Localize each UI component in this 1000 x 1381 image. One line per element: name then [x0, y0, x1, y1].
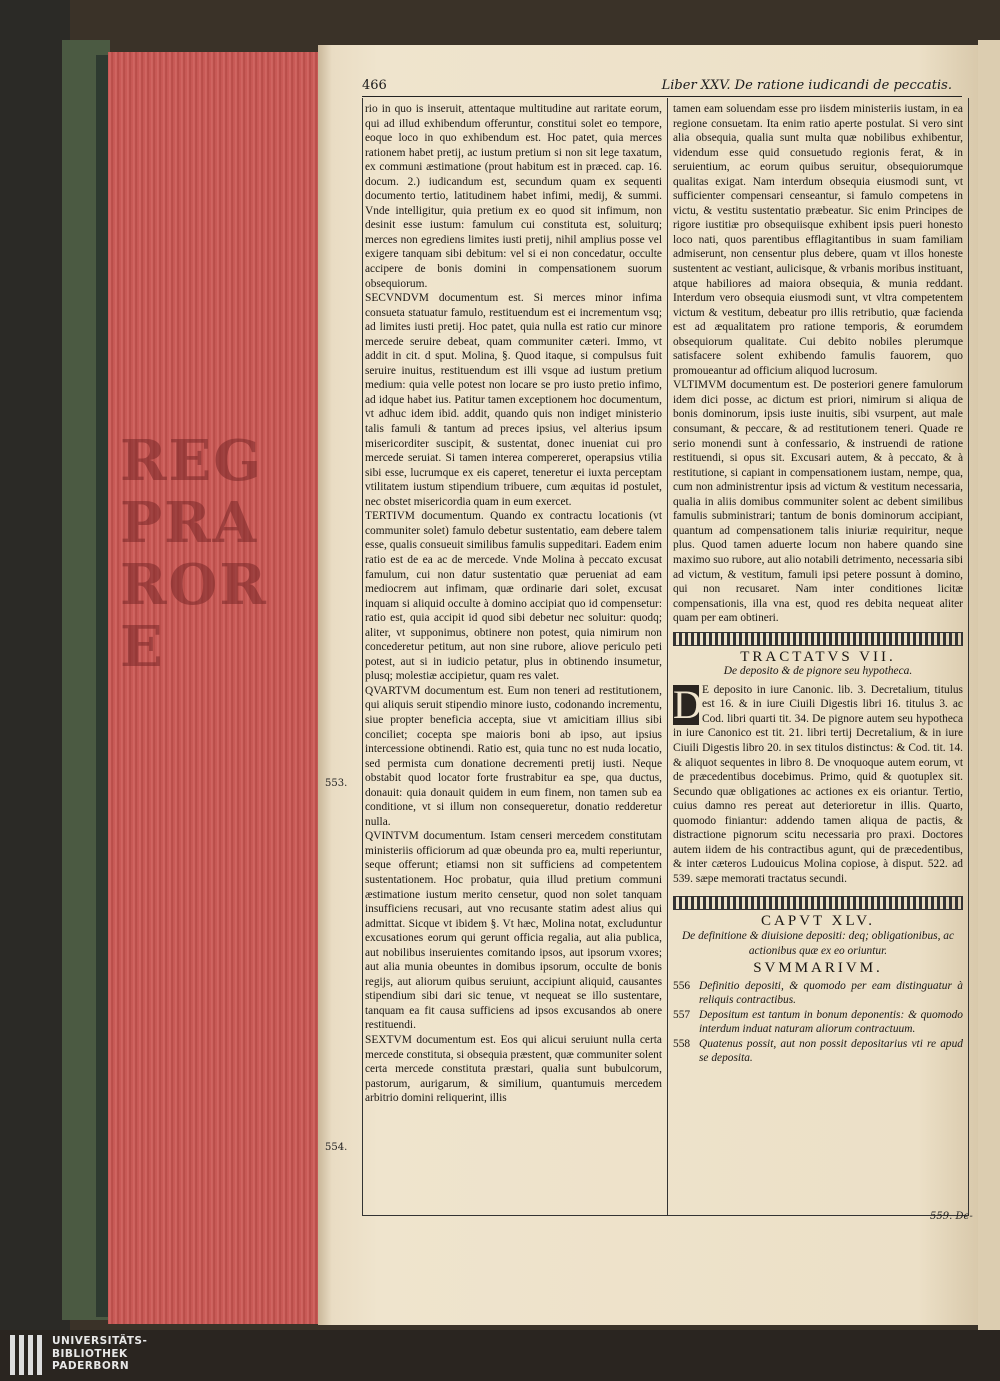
summary-item [673, 1037, 963, 1066]
summary-number: 557 [673, 1008, 691, 1021]
facing-page-edge [978, 40, 1000, 1330]
summary-item [673, 1008, 963, 1037]
logo-line: PADERBORN [52, 1360, 130, 1372]
running-title: Liber XXV. De ratione iudicandi de peccatis. [661, 78, 952, 93]
summary-text: Quatenus possit, aut non possit depositarius vti re apud se deposita. [699, 1037, 963, 1065]
caput-subtitle: De definitione & diuisione depositi: deq; obligationibus, ac actionibus quæ ex eo oriuntur. [681, 929, 955, 957]
paragraph: SEXTVM documentum est. Eos qui alicui seruiunt nulla certa mercede constituta, si obsequia præstent, quæ communiter solent certa mercede constituta præstari, qualia sunt bubulcorum, pastorum, aurigarum, & similium, quantumuis mercedem arbitrio domini reliquerint, illis [365, 1034, 662, 1105]
logo-line: BIBLIOTHEK [52, 1347, 128, 1360]
catchword: 559. De- [930, 1211, 973, 1222]
ornament-rule [673, 632, 963, 646]
page-number: 466 [362, 78, 387, 93]
paragraph: TERTIVM documentum. Quando ex contractu locationis (vt communiter solet) famulo debetur sustentatio, eam debere talem esse, qualis consueuit similibus famulis suppeditari. Eadem enim ratio est de ea ac de mercede. Vnde Molina à peccato excusat famulum, cui non datur sustentatio quæ perueniat ad eam mediocrem aut infimam, quæ ordinarie dari solet, excusat inquam si aliquid occulte à domino accipiat quo id compensetur: ratio est, quia accipit id quod sibi debetur nec soluitur: quodq; aliter, vt supponimus, obtinere non potest, quia nimirum non concederetur petitum, aut non sine rubore, aliove periculo peti potest, aut si in iudicio petatur, plus in obtinendo insumetur, plusq; molestiæ accipietur, quam res valet. [365, 510, 662, 683]
tractatus-intro [673, 683, 963, 887]
logo-line: UNIVERSITÄTS- [52, 1335, 148, 1347]
summary-text: Definitio depositi, & quomodo per eam distinguatur à reliquis contractibus. [699, 979, 963, 1007]
tractatus-subtitle: De deposito & de pignore seu hypotheca. [723, 665, 913, 678]
paragraph: rio in quo is inseruit, attentaque multitudine aut raritate eorum, qui ad illud exhibendum offeruntur, constitui solet eo tempore, eoque loco in quo exhibendum est. Hoc patet, quia merces rationem habet pretij, ac iustum pretium si non sit lege taxatum, ex communi æstimatione (prout habitum est in præced. cap. 16. docum. 2.) iudicandum est, secundum quam ex sequenti documento tertio, latitudinem habet infimi, medij, & summi. Vnde intelligitur, quia pretium ex eo quod sit infimum, non desinit esse iustum: famulum cui constituta est, soluiturq; merces non egrediens limites iusti pretij, nihil amplius posse vel exigere tanquam sibi debitum: vel si ei non concedatur, occulte accipere de bonis domini in compensationem suorum obsequiorum. [365, 103, 662, 290]
drop-cap: D [673, 681, 702, 727]
column-divider [667, 98, 668, 1215]
ornament-rule [673, 896, 963, 910]
tractatus-title: TRACTATVS VII. [740, 648, 896, 665]
library-logo-icon [10, 1335, 44, 1375]
book-cover [0, 0, 70, 1330]
right-column [673, 102, 963, 1066]
summary-number: 558 [673, 1037, 691, 1050]
red-page-edges [108, 52, 318, 1324]
paragraph: VLTIMVM documentum est. De posteriori genere famulorum idem dici posse, ac dictum est priori, nimirum si aliqua de bonis dominorum, ipsis iuste inuitis, sibi vsurpent, aut male consumant, & peccare, & ad restitutionem teneri. Quade re serio monendi sunt à confessario, & instruendi de ratione restituendi, si opus sit. Excusari autem, & à peccato, & à restitutione, si capiant in compensationem iustam, nempe, qua, cum non administrentur ipsis ad victum & vestitum necessaria, qualia in aliis domibus communiter solent ac debent similibus famulis subministrari; tantum de bonis dominorum accipiant, quantum ad compensationem talis iniuriæ requiritur, neque plus. Quod tamen aduerte locum non habere quando sine maximo suo rubore, aut alio notabili detrimento, necessaria sibi ad victum, & vestitum, famuli ipsi petere possunt à domino, qui non recusaret. Nam inter conditiones licitæ compensationis, illa vna est, quod res debita nequeat aliter quam per eam obtineri. [673, 379, 963, 625]
left-column [365, 102, 662, 1106]
summary-text: Depositum est tantum in bonum deponentis: & quomodo interdum induat naturam aliorum contractuum. [699, 1008, 963, 1036]
footer-bar [0, 1330, 1000, 1381]
paragraph: QVARTVM documentum est. Eum non teneri ad restitutionem, qui aliquis seruit stipendio minore iusto, codonando incrementu, siue propter beneficia accepta, siue vt amicitiam illius sibi conciliet; cocepta spe maioris boni ab ipso, aut ipsius intercessione obtinendi. Ratio est, quia tunc no est nuda locatio, sed permista cum donatione decrementi pretij iusti. Neque obstabit quod locator forte frustrabitur ea spe, qua ductus, donauit: quia donauit quidem in eum finem, non tamen sub ea conditione, vt si illum non consequeretur, donatio redderetur nulla. [365, 684, 662, 828]
summary-number: 556 [673, 979, 691, 992]
paragraph: QVINTVM documentum. Istam censeri mercedem constitutam ministeriis officiorum ad quæ obeunda pro ea, multi reperiuntur, seque offerunt; etiamsi non sit sufficiens ad competentem sustentationem. Hoc probatur, quia illud pretium communi æstimatione iustum merito censetur, quod non solet tanquam insufficiens recusari, aut vno recusante statim adest alius qui admittat. Sicque vt ibidem §. Vt hæc, Molina notat, excluduntur excusationes eorum qui gerunt officia regalia, aut alia publica, aut nobilibus inseruientes comitando ipsos, aut ipsorum vxores; aut alia munia obeuntes in domibus ipsorum, occulte de bonis regijs, aut aliorum quibus seruiunt, accipiunt aliquid, causantes stipendium sibi dari sic tenue, vt nequeat se illo sustentare, tanquam ea fit causa sufficiens ad ipsos excusandos ab onere restituendi. [365, 830, 662, 1032]
caput-title: CAPVT XLV. [761, 913, 875, 930]
page-header [362, 78, 962, 97]
margin-number: 554. [325, 1142, 348, 1153]
stamp-line: REG [120, 428, 264, 494]
library-stamp [120, 430, 320, 678]
stamp-line: E [120, 614, 165, 680]
paragraph: SECVNDVM documentum est. Si merces minor infima consueta statuatur famulo, restituendum est ei incrementum vsq; ad limites iusti pretij. Hoc patet, quia nulla est ratio cur minore mercede seruire debeat, quam communiter cæteri. Immo, vt addit in cit. d sput. Molina, §. Quod itaque, si compulsus fuit seruire inuitus, restituendum est illi vsque ad iustum pretium medium: quia velle potest non locare se pro iusto pretio infimo, ad idque habet ius. Patitur tamen exceptionem hoc documentum, vt adhuc idem ibid. addit, quando quis non indiget ministerio talis famuli & tantum ad preces ipsius, vel alterius ipsum misericorditer suscipit, & sustentat, donec inueniat cui pro mercede seruiat. Si tamen interea compereret, operapsius vtilia sibi esse, lucrumque ex eis caperet, teneretur ei iuxta perceptam vtilitatem iustum stipendium tribuere, cum æquitas id postulet, nec obstet misericordia quam in eum exercet. [365, 292, 662, 508]
tractatus-text: E deposito in iure Canonic. lib. 3. Decretalium, titulus est 16. & in iure Ciuili Digestis libri 16. titulus 3. ac Cod. libri quarti tit. 34. De pignore autem seu hypotheca in iure Canonico est tit. 21. libri tertij Decretalium, & in iure Ciuili Digestis libro 20. in sex titulos distinctus: & Cod. tit. 14. & aliquot sequentes in libro 8. De vnoquoque autem eorum, vt de præcedentibus docebimus. Primo, quid & quotuplex sit. Secundo quæ obligationes ac actiones ex eis oriantur. Tertio, cuius damno res pereat aut deterioretur in illis. Quarto, quomodo finiantur: addendo tamen aliqua de pactis, & distractione pignorum scitu necessaria pro praxi. Doctores autem iidem de his contractibus agunt, qui de præcedentibus, & inter cæteros Ludouicus Molina copiose, à disput. 522. ad 539. sæpe memorati tractatus secundi. [673, 683, 963, 885]
summarium-heading: SVMMARIVM. [753, 960, 883, 977]
paragraph: tamen eam soluendam esse pro iisdem ministeriis iustam, in ea regione consuetam. Ita enim ratio aperte postulat. Si vero sint alia obsequia, qualia sunt multa quæ nobilibus exhibentur, videndum esse quid consuetudo regionis ferat, & in seruientium, ac eorum quibus seruitur, obsequiorumque qualitas exigat. Nam interdum obsequia eiusmodi sunt, vt sufficienter compensari censeantur, si famulo competens in victu, & vestitu sustentatio præbeatur. Sic enim Principes de rigore iustitiæ pro obsequiisque exhibent ipsis pueri honesto loco nati, quos parentibus efflagitantibus in suam familiam admiserunt, non censentur plus debere, quam vt illos honeste sustentent ac vestiant, aulicisque, & vrbanis moribus instituant, atque habiliores ad maiora obsequia, & munia reddant. Interdum vero obsequia eiusmodi sunt, vt vltra competentem victum & vestitum, debeatur pro illis retributio, quæ facienda est ad æqualitatem pro ratione temporis, & eorumdem obsequiorum qualitate. Cui debito nobiles plerumque satisfacere solent exhibendo famulis fauorem, quo promoueantur ad officium aliquod lucrosum. [673, 103, 963, 377]
stamp-line: ROR [120, 552, 268, 618]
library-logo-text [52, 1335, 147, 1373]
summary-item [673, 979, 963, 1008]
stamp-line: PRA [120, 490, 259, 556]
margin-number: 553. [325, 778, 348, 789]
